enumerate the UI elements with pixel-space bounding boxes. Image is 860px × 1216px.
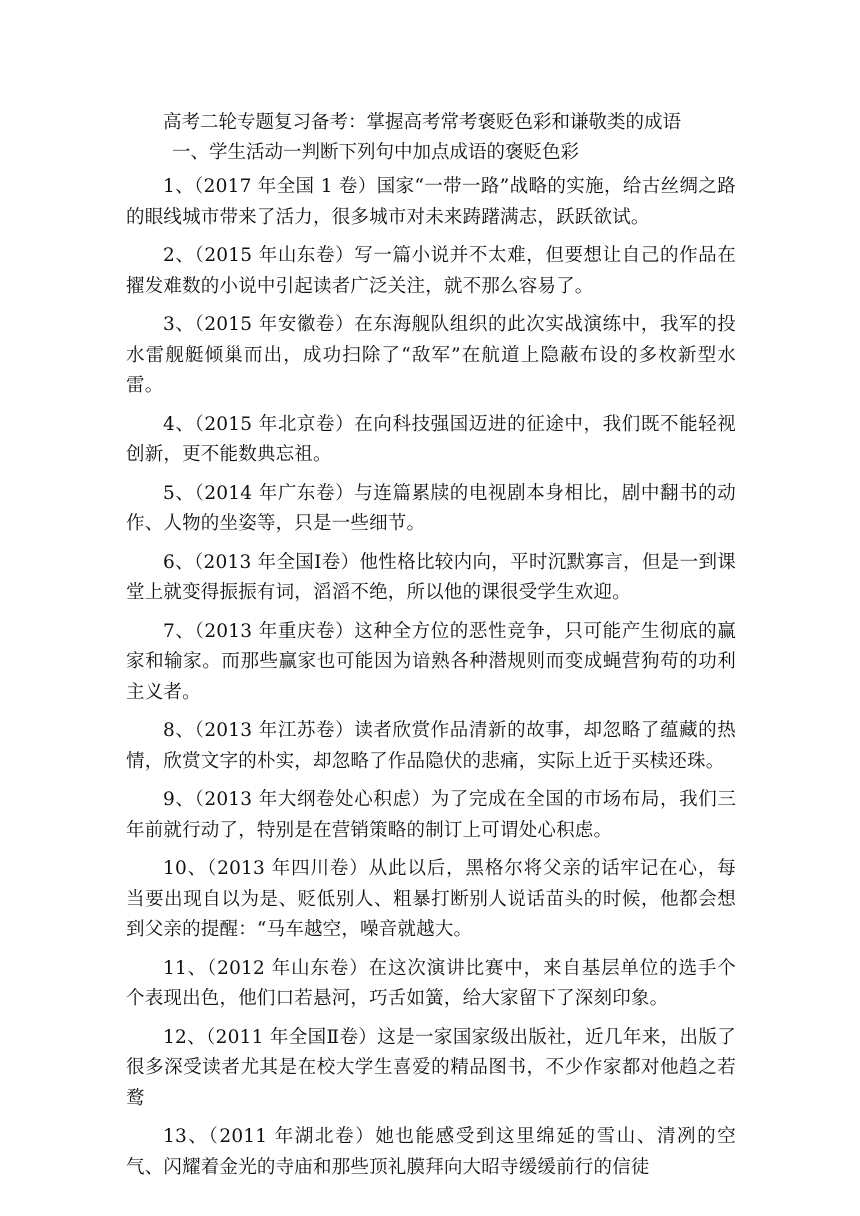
question-source: （2015 年安徽卷） — [194, 314, 355, 335]
question-item — [126, 479, 736, 540]
question-item — [126, 1023, 736, 1115]
question-source: （2013 年四川卷） — [206, 858, 369, 879]
question-source: （2017 年全国 1 卷） — [194, 176, 377, 197]
question-item — [126, 716, 736, 777]
question-number: 7、 — [163, 620, 195, 642]
question-text: 从此以后，黑格尔将父亲的话牢记在心，每当要出现自以为是、贬低别人、粗暴打断别人说话苗头的时候，他都会想到父亲的提醒：“马车越空，噪音就越大。 — [126, 858, 736, 940]
question-item — [126, 954, 736, 1015]
question-number: 10、 — [163, 858, 207, 879]
question-item — [126, 172, 736, 233]
section-heading: 一、学生活动一判断下列句中加点成语的褒贬色彩 — [172, 142, 580, 163]
question-text: 为了完成在全国的市场布局，我们三年前就行动了，特别是在营销策略的制订上可谓处心积虑。 — [126, 789, 737, 841]
question-number: 3、 — [163, 314, 195, 335]
question-source: （2015 年北京卷） — [194, 413, 355, 435]
question-source: （2013 年大纲卷处心积虑） — [194, 789, 431, 810]
question-number: 8、 — [163, 720, 195, 741]
question-source: （2015 年山东卷） — [194, 245, 355, 266]
question-item — [126, 310, 736, 402]
question-number: 12、 — [163, 1026, 207, 1048]
question-item — [126, 241, 736, 302]
question-number: 2、 — [163, 245, 195, 266]
question-source: （2011 年全国Ⅱ卷） — [206, 1026, 378, 1048]
question-number: 13、 — [163, 1126, 209, 1147]
document-content — [126, 108, 736, 1191]
question-text: 写一篇小说并不太难，但要想让自己的作品在擢发难数的小说中引起读者广泛关注，就不那么容易了。 — [126, 245, 736, 297]
question-source: （2013 年全国Ⅰ卷） — [193, 551, 360, 573]
question-item — [126, 785, 736, 846]
question-source: （2013 年江苏卷） — [194, 720, 355, 741]
question-source: （2012 年山东卷） — [206, 957, 369, 979]
question-item — [126, 617, 736, 709]
question-number: 11、 — [163, 957, 207, 979]
question-text: 读者欣赏作品清新的故事，却忽略了蕴藏的热情，欣赏文字的朴实，却忽略了作品隐伏的悲痛，实际上近于买椟还珠。 — [126, 720, 736, 772]
question-number: 5、 — [163, 482, 195, 504]
question-text: 这是一家国家级出版社，近几年来，出版了很多深受读者尤其是在校大学生喜爱的精品图书，不少作家都对他趋之若鹜 — [126, 1026, 736, 1109]
question-source: （2013 年重庆卷） — [194, 620, 355, 642]
page-title: 高考二轮专题复习备考：掌握高考常考褒贬色彩和谦敬类的成语 — [163, 112, 682, 133]
question-item — [126, 410, 736, 471]
question-list — [126, 172, 736, 1183]
question-number: 4、 — [163, 413, 195, 435]
question-number: 9、 — [163, 789, 195, 810]
question-text: 在向科技强国迈进的征途中，我们既不能轻视创新，更不能数典忘祖。 — [126, 413, 736, 465]
question-text: 她也能感受到这里绵延的雪山、清冽的空气、闪耀着金光的寺庙和那些顶礼膜拜向大昭寺缓缓前行的信徒 — [126, 1126, 736, 1178]
question-source: （2014 年广东卷） — [194, 482, 355, 504]
question-text: 与连篇累牍的电视剧本身相比，剧中翻书的动作、人物的坐姿等，只是一些细节。 — [126, 482, 736, 534]
question-item — [126, 548, 736, 609]
question-item — [126, 854, 736, 946]
question-item — [126, 1122, 736, 1183]
question-text: 在东海舰队组织的此次实战演练中，我军的投水雷舰艇倾巢而出，成功扫除了“敌军”在航道上隐蔽布设的多枚新型水雷。 — [126, 314, 736, 396]
question-text: 他性格比较内向，平时沉默寡言，但是一到课堂上就变得振振有词，滔滔不绝，所以他的课很受学生欢迎。 — [126, 551, 737, 603]
question-text: 在这次演讲比赛中，来自基层单位的选手个个表现出色，他们口若悬河，巧舌如簧，给大家留下了深刻印象。 — [126, 957, 736, 1009]
question-number: 6、 — [163, 551, 194, 573]
question-source: （2011 年湖北卷） — [208, 1126, 376, 1147]
question-text: 这种全方位的恶性竞争，只可能产生彻底的赢家和输家。而那些赢家也可能因为谙熟各种潜规则而变成蝇营狗苟的功利主义者。 — [126, 620, 736, 703]
question-text: 国家“一带一路”战略的实施，给古丝绸之路的眼线城市带来了活力，很多城市对未来踌躇满志，跃跃欲试。 — [126, 176, 736, 228]
question-number: 1、 — [163, 176, 195, 197]
